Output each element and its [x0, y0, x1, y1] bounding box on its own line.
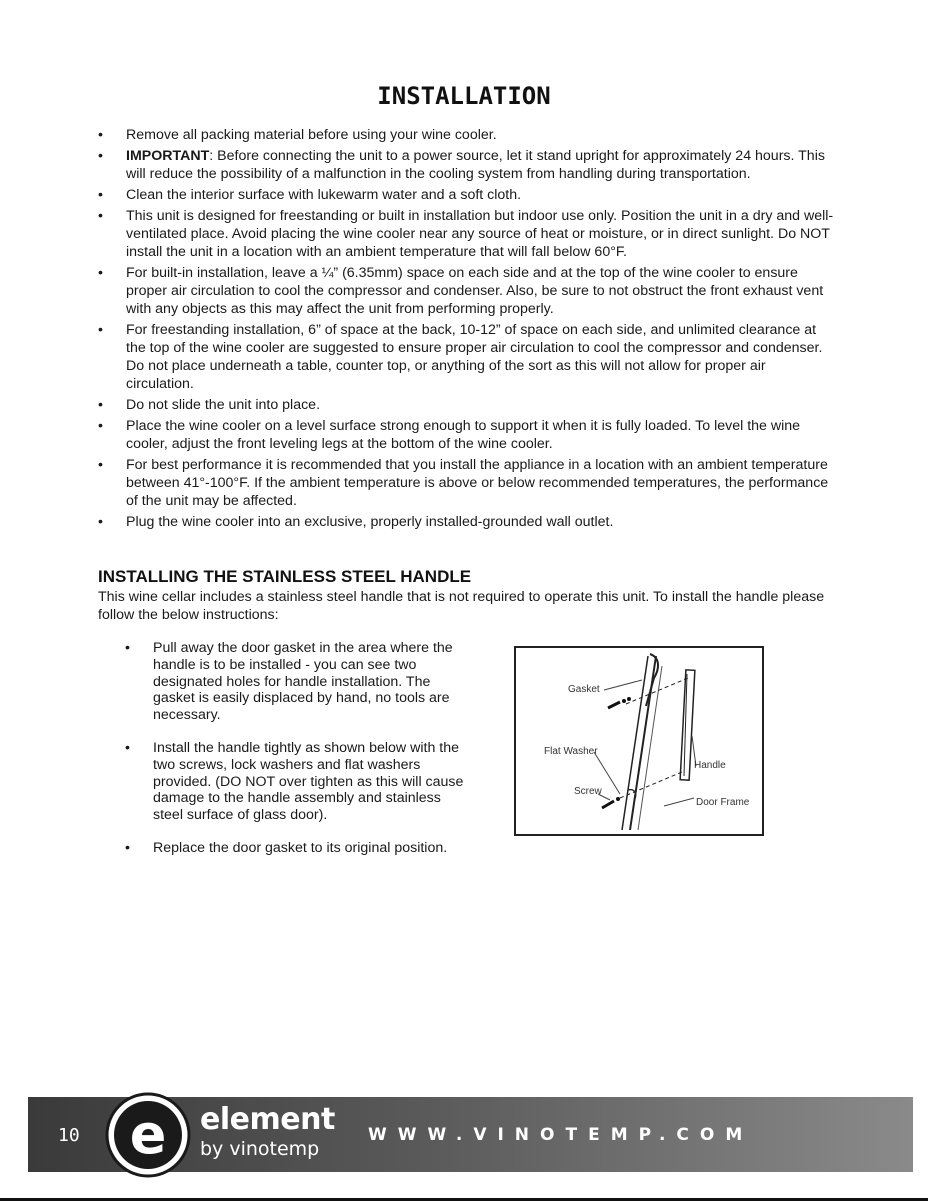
bullet-text: : Before connecting the unit to a power source, let it stand upright for approximately 24 hours. This will reduce the possibility of a malfunction in the cooling system from handling during transportation.	[126, 148, 825, 182]
list-item: • Install the handle tightly as shown below with the two screws, lock washers and flat washers provided. (DO NOT over tighten as this will cause damage to the handle assembly and stainless steel surface of glass door).	[123, 740, 473, 824]
bullet-text: For freestanding installation, 6” of space at the back, 10-12” of space on each side, and unlimited clearance at the top of the wine cooler are suggested to ensure proper air circulation to cool the compressor and condenser. Do not place underneath a table, counter top, or anything of the sort as this will not allow for proper air circulation.	[126, 322, 823, 392]
diagram-drawing	[516, 648, 762, 834]
label-flat-washer: Flat Washer	[544, 746, 598, 757]
installation-bullet-list	[96, 126, 836, 534]
list-item	[96, 513, 836, 531]
website-url: WWW.VINOTEMP.COM	[368, 1125, 754, 1145]
list-item	[96, 147, 836, 183]
bullet-text: Clean the interior surface with lukewarm water and a soft cloth.	[126, 187, 522, 203]
page-number: 10	[58, 1125, 80, 1146]
section-heading: INSTALLING THE STAINLESS STEEL HANDLE	[98, 567, 472, 586]
bullet-text: For best performance it is recommended that you install the appliance in a location with an ambient temperature between 41°-100°F. If the ambient temperature is above or below recommended temperatures, the performance of the unit may be affected.	[126, 457, 829, 509]
list-item	[96, 126, 836, 144]
bullet-text: Place the wine cooler on a level surface strong enough to support it when it is fully loaded. To level the wine cooler, adjust the front leveling legs at the bottom of the wine cooler.	[126, 418, 801, 452]
list-item	[96, 207, 836, 261]
handle-installation-diagram	[514, 646, 764, 836]
label-door-frame: Door Frame	[696, 797, 750, 808]
important-label: IMPORTANT	[126, 148, 210, 164]
bullet-text: For built-in installation, leave a ¼” (6.35mm) space on each side and at the top of the wine cooler to ensure proper air circulation to cool the compressor and condenser. Also, be sure to not obstruct the front exhaust vent with any objects as this may affect the unit from performing properly.	[126, 265, 824, 317]
screw-top	[608, 702, 620, 708]
label-screw: Screw	[574, 786, 602, 797]
bullet-text: This unit is designed for freestanding or built in installation but indoor use only. Position the unit in a dry and well-ventilated place. Avoid placing the wine cooler near any source of heat or moisture, or in direct sunlight. Do NOT install the unit in a location with an ambient temperature that will fall below 60°F.	[126, 208, 834, 260]
footer-bar	[28, 1097, 913, 1172]
label-gasket: Gasket	[568, 684, 600, 695]
list-item	[96, 417, 836, 453]
handle-steps-list	[123, 640, 473, 873]
label-handle: Handle	[694, 760, 726, 771]
washer-bottom-1	[616, 797, 620, 801]
list-item	[96, 264, 836, 318]
element-logo-icon	[104, 1091, 192, 1179]
section-intro: This wine cellar includes a stainless steel handle that is not required to operate this unit. To install the handle please follow the below instructions:	[98, 589, 825, 623]
list-item	[96, 321, 836, 393]
brand-subtitle: by vinotemp	[200, 1138, 320, 1160]
leader-door-frame	[664, 798, 694, 806]
bullet-text: Remove all packing material before using your wine cooler.	[126, 127, 497, 143]
list-item: • Replace the door gasket to its original position.	[123, 840, 473, 857]
washer-top-2	[627, 697, 631, 701]
bullet-text: Do not slide the unit into place.	[126, 397, 321, 413]
list-item: • Pull away the door gasket in the area where the handle is to be installed - you can see two designated holes for handle installation. The gasket is easily displaced by hand, no tools are necessary.	[123, 640, 473, 724]
list-item	[96, 186, 836, 204]
page-title: INSTALLATION	[377, 82, 551, 110]
bullet-text: Plug the wine cooler into an exclusive, properly installed-grounded wall outlet.	[126, 514, 614, 530]
brand-name: element	[200, 1102, 335, 1137]
handle-bar	[680, 670, 695, 780]
list-item	[96, 396, 836, 414]
washer-top-1	[622, 699, 626, 703]
list-item	[96, 456, 836, 510]
leader-gasket	[604, 680, 642, 690]
logo-letter: e	[129, 1103, 167, 1166]
screw-bottom	[602, 801, 614, 808]
